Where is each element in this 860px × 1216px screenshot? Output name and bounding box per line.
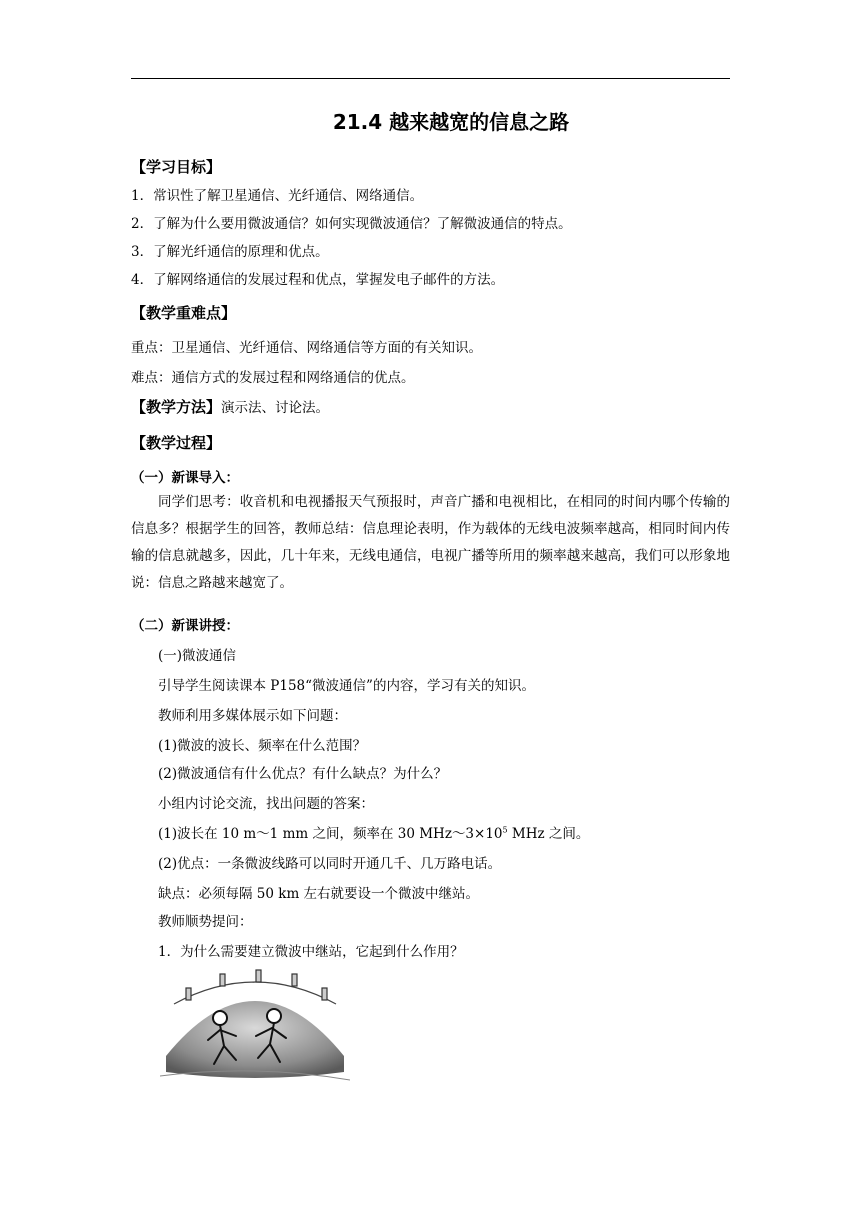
- objective-item: 3．了解光纤通信的原理和优点。: [131, 244, 329, 260]
- lecture-line: (2)优点：一条微波线路可以同时开通几千、几万路电话。: [158, 856, 502, 872]
- header-rule: [131, 78, 730, 79]
- lecture-line: (一)微波通信: [158, 648, 237, 664]
- lecture-line: 小组内讨论交流，找出问题的答案：: [158, 796, 374, 812]
- lecture-line: 1．为什么需要建立微波中继站，它起到什么作用？: [158, 944, 464, 960]
- objective-item: 1．常识性了解卫星通信、光纤通信、网络通信。: [131, 188, 424, 204]
- objectives-heading: 【学习目标】: [131, 158, 222, 176]
- intro-heading: （一）新课导入：: [131, 470, 239, 486]
- objective-item: 2．了解为什么要用微波通信？如何实现微波通信？了解微波通信的特点。: [131, 216, 572, 232]
- intro-paragraph: 同学们思考：收音机和电视播报天气预报时，声音广播和电视相比，在相同的时间内哪个传输的信息多？根据学生的回答，教师总结：信息理论表明，作为载体的无线电波频率越高，相同时间内传输的信息就越多，因此，几十年来，无线电通信，电视广播等所用的频率越来越高，我们可以形象地说：信息之路越来越宽了。: [131, 494, 730, 591]
- relay-illustration: [160, 966, 350, 1092]
- lecture-line: 教师利用多媒体展示如下问题：: [158, 708, 347, 724]
- methods-text: 演示法、讨论法。: [221, 400, 330, 416]
- answer1-exponent: 5: [502, 825, 508, 835]
- lecture-heading: （二）新课讲授：: [131, 618, 239, 634]
- lecture-line: 引导学生阅读课本 P158“微波通信”的内容，学习有关的知识。: [158, 678, 535, 694]
- answer-line: [158, 822, 589, 842]
- lecture-line: 教师顺势提问：: [158, 914, 253, 930]
- process-heading: 【教学过程】: [131, 434, 222, 452]
- methods-heading: 【教学方法】: [131, 398, 222, 416]
- objective-item: 4．了解网络通信的发展过程和优点，掌握发电子邮件的方法。: [131, 272, 505, 288]
- lecture-line: (1)微波的波长、频率在什么范围？: [158, 738, 367, 754]
- lecture-line: (2)微波通信有什么优点？有什么缺点？为什么？: [158, 766, 448, 782]
- answer1-unit: MHz 之间。: [507, 826, 590, 842]
- keypoints-heading: 【教学重难点】: [131, 304, 237, 322]
- difficulty-text: 难点：通信方式的发展过程和网络通信的优点。: [131, 370, 415, 386]
- lecture-line: 缺点：必须每隔 50 km 左右就要设一个微波中继站。: [158, 886, 480, 902]
- page-title: 21.4 越来越宽的信息之路: [332, 110, 570, 134]
- methods-line: [131, 396, 329, 417]
- focus-text: 重点：卫星通信、光纤通信、网络通信等方面的有关知识。: [131, 340, 482, 356]
- answer1-text: (1)波长在 10 m～1 mm 之间，频率在 30 MHz～3×10: [158, 826, 503, 842]
